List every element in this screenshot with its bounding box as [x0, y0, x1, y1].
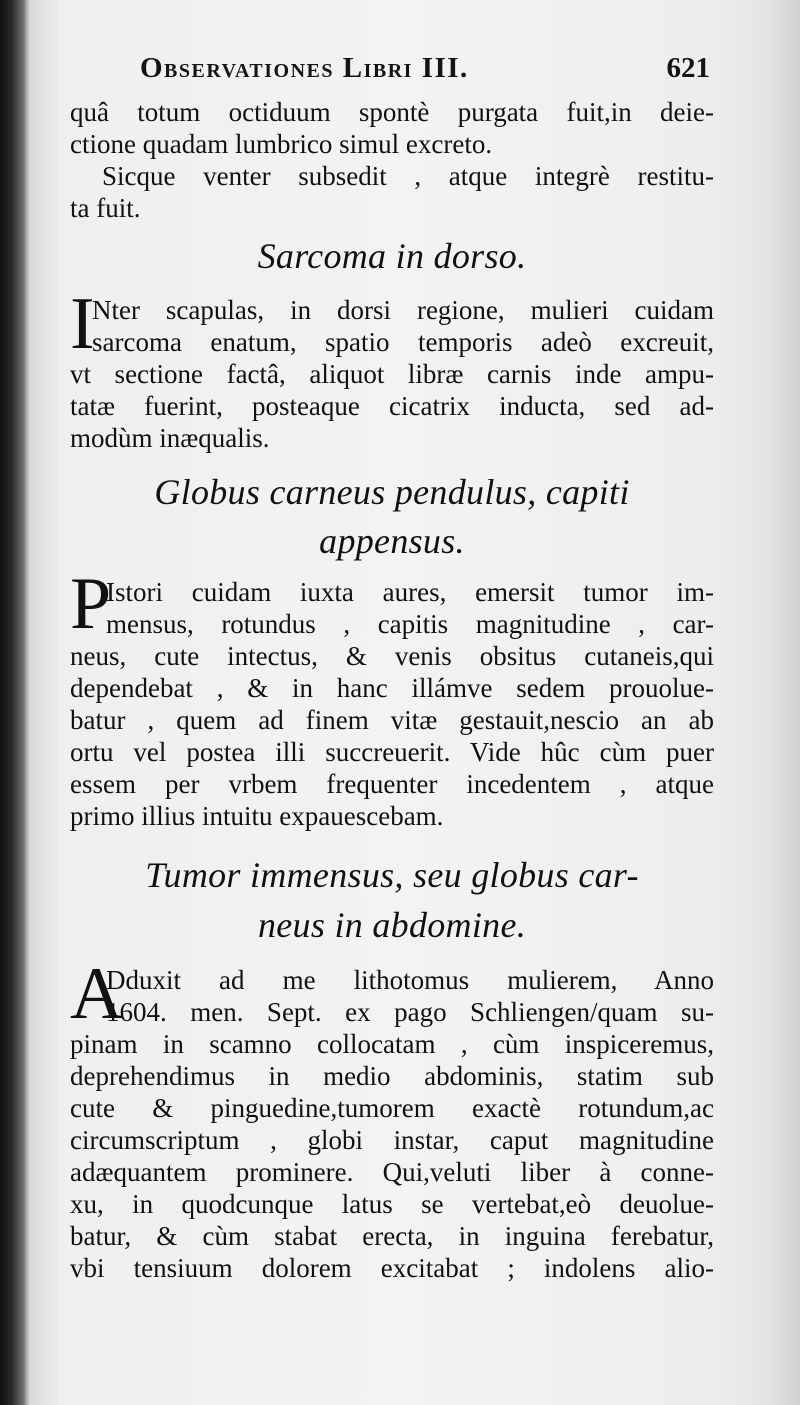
text-line: circumscriptum , globi instar, caput magnitudine — [70, 1125, 714, 1155]
text-line: batur , quem ad finem vitæ gestauit,nescio an ab — [70, 705, 714, 735]
drop-cap: I — [70, 283, 95, 365]
drop-cap: P — [70, 563, 112, 645]
text-line: essem per vrbem frequenter incedentem , atque — [70, 769, 714, 799]
sarcoma-paragraph — [70, 283, 714, 454]
text-line: ctione quadam lumbrico simul excreto. — [70, 129, 493, 159]
heading-line: appensus. — [319, 521, 465, 561]
sicque-paragraph — [70, 160, 714, 224]
globus-paragraph — [70, 563, 714, 832]
text-line: modùm inæqualis. — [70, 423, 270, 453]
text-line: dependebat , & in hanc illámve sedem prouolue- — [70, 673, 714, 703]
text-line: xu, in quodcunque latus se vertebat,eò deuolue- — [70, 1189, 714, 1219]
text-line: 1604. men. Sept. ex pago Schliengen/quam su- — [106, 997, 714, 1027]
intro-paragraph — [70, 96, 714, 160]
text-line: pinam in scamno collocatam , cùm inspiceremus, — [70, 1029, 714, 1059]
text-line: Dduxit ad me lithotomus mulierem, Anno — [106, 965, 714, 995]
text-line: sarcoma enatum, spatio temporis adeò excreuit, — [92, 327, 714, 357]
page-number: 621 — [666, 52, 710, 84]
text-line: deprehendimus in medio abdominis, statim sub — [70, 1061, 714, 1091]
text-line: Istori cuidam iuxta aures, emersit tumor im- — [106, 577, 714, 607]
text-line: Nter scapulas, in dorsi regione, mulieri cuidam — [92, 295, 714, 325]
main-text — [70, 96, 714, 1284]
heading-line: Tumor immensus, seu globus car- — [145, 855, 639, 895]
text-line: ta fuit. — [70, 193, 141, 223]
paragraph-lines — [70, 953, 714, 1035]
text-line: adæquantem prominere. Qui,veluti liber à conne- — [70, 1157, 714, 1187]
text-line: quâ totum octiduum spontè purgata fuit,in deie- — [70, 97, 714, 127]
section-heading-tumor — [70, 850, 714, 950]
text-line: vbi tensiuum dolorem excitabat ; indolens alio- — [70, 1253, 714, 1283]
text-line: neus, cute intectus, & venis obsitus cutaneis,qui — [70, 641, 714, 671]
drop-cap: A — [70, 953, 124, 1035]
text-line: batur, & cùm stabat erecta, in inguina ferebatur, — [70, 1221, 714, 1251]
page-header — [140, 52, 710, 92]
section-heading-globus — [70, 468, 714, 566]
text-line: primo illius intuitu expauescebam. — [70, 801, 444, 831]
heading-line: Globus carneus pendulus, capiti — [154, 472, 630, 512]
text-line: vt sectione factâ, aliquot libræ carnis inde ampu- — [70, 359, 714, 389]
heading-line: neus in abdomine. — [257, 905, 527, 945]
text-line: tatæ fuerint, posteaque cicatrix inducta, sed ad- — [70, 391, 714, 421]
tumor-paragraph — [70, 953, 714, 1284]
text-line: mensus, rotundus , capitis magnitudine , car- — [106, 609, 714, 639]
text-line: Sicque venter subsedit , atque integrè restitu- — [102, 161, 714, 191]
paragraph-lines — [70, 576, 714, 640]
text-line: ortu vel postea illi succreuerit. Vide hûc cùm puer — [70, 737, 714, 767]
section-heading-sarcoma: Sarcoma in dorso. — [257, 236, 527, 276]
paragraph-lines — [70, 283, 714, 365]
text-line: cute & pinguedine,tumorem exactè rotundum,ac — [70, 1093, 714, 1123]
running-title: Observationes Libri III. — [140, 52, 469, 84]
